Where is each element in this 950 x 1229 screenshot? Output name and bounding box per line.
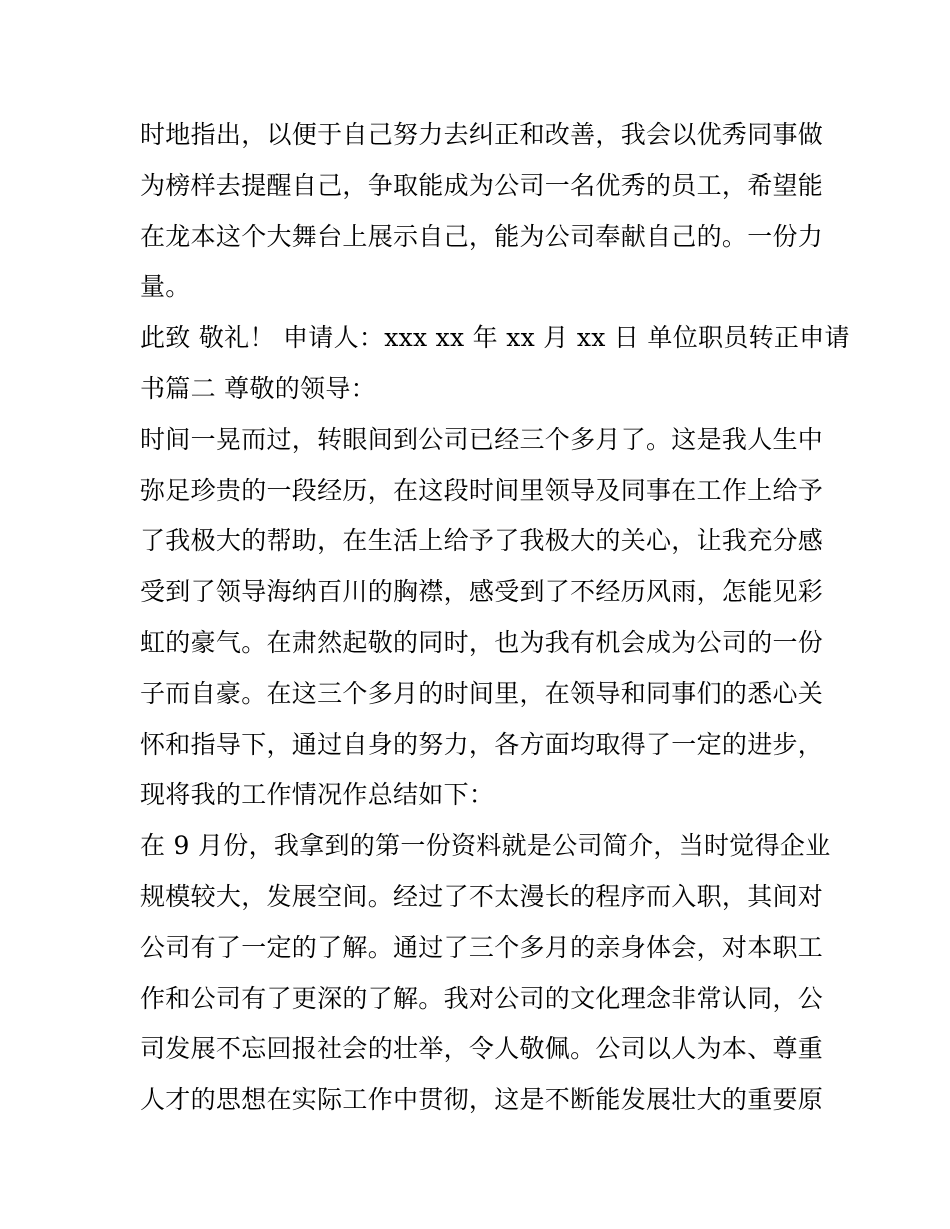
text-line: 此致 敬礼！ 申请人：xxx xx 年 xx 月 xx 日 单位职员转正申请 [140, 323, 850, 353]
text-line: 虹的豪气。在肃然起敬的同时，也为我有机会成为公司的一份 [140, 627, 824, 657]
text-line: 在 9 月份，我拿到的第一份资料就是公司简介，当时觉得企业 [140, 831, 831, 861]
text-line: 受到了领导海纳百川的胸襟，感受到了不经历风雨，怎能见彩 [140, 577, 824, 607]
text-line: 了我极大的帮助，在生活上给予了我极大的关心，让我充分感 [140, 526, 824, 556]
text-line: 量。 [140, 272, 191, 302]
text-line: 人才的思想在实际工作中贯彻，这是不断能发展壮大的重要原 [140, 1085, 824, 1115]
text-line: 在龙本这个大舞台上展示自己，能为公司奉献自己的。一份力 [140, 221, 824, 251]
text-line: 为榜样去提醒自己，争取能成为公司一名优秀的员工，希望能 [140, 170, 824, 200]
text-line: 弥足珍贵的一段经历，在这段时间里领导及同事在工作上给予 [140, 475, 824, 505]
body-text [140, 110, 850, 1126]
text-line: 子而自豪。在这三个多月的时间里，在领导和同事们的悉心关 [140, 678, 824, 708]
text-line: 作和公司有了更深的了解。我对公司的文化理念非常认同，公 [140, 983, 824, 1013]
text-line: 公司有了一定的了解。通过了三个多月的亲身体会，对本职工 [140, 932, 824, 962]
text-line: 司发展不忘回报社会的壮举，令人敬佩。公司以人为本、尊重 [140, 1034, 824, 1064]
text-line: 规模较大，发展空间。经过了不太漫长的程序而入职，其间对 [140, 881, 824, 911]
text-line: 书篇二 尊敬的领导： [140, 373, 376, 403]
text-line: 时地指出，以便于自己努力去纠正和改善，我会以优秀同事做 [140, 120, 824, 149]
text-line: 怀和指导下，通过自身的努力，各方面均取得了一定的进步， [140, 729, 824, 759]
text-line: 现将我的工作情况作总结如下： [140, 780, 495, 810]
text-line: 时间一晃而过，转眼间到公司已经三个多月了。这是我人生中 [140, 424, 824, 454]
